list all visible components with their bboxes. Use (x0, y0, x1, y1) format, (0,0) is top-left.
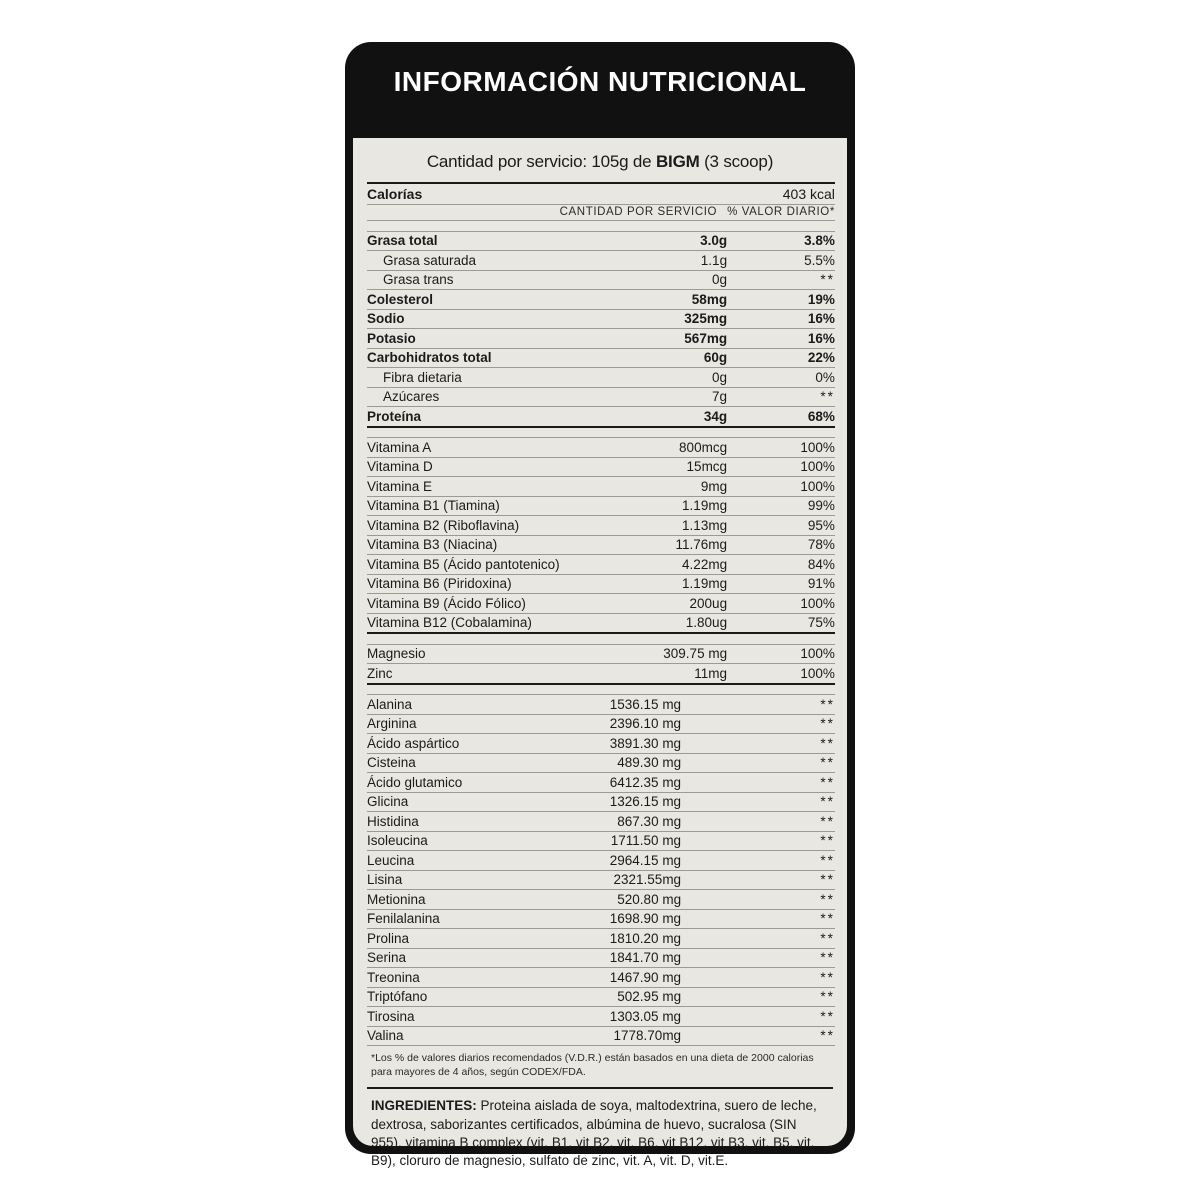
table-row (367, 231, 835, 251)
table-row (367, 695, 835, 715)
table-row (367, 574, 835, 594)
nutrient-amount: 0g (560, 270, 727, 290)
nutrient-dv: 100% (727, 457, 835, 477)
nutrient-amount: 1.80ug (560, 613, 727, 633)
table-row (367, 594, 835, 614)
nutrient-amount: 1536.15 mg (560, 695, 727, 715)
nutrient-name: Triptófano (367, 987, 560, 1007)
nutrient-amount: 489.30 mg (560, 753, 727, 773)
nutrient-dv: 100% (727, 477, 835, 497)
column-headers-row (367, 204, 835, 221)
nutrient-dv: 100% (727, 644, 835, 664)
nutrient-amount: 6412.35 mg (560, 773, 727, 793)
nutrient-amount: 58mg (560, 290, 727, 310)
nutrient-name: Lisina (367, 870, 560, 890)
table-row (367, 792, 835, 812)
nutrient-amount: 2964.15 mg (560, 851, 727, 871)
nutrient-dv: ** (727, 987, 835, 1007)
table-row (367, 812, 835, 832)
ingredients-text: Proteina aislada de soya, maltodextrina, suero de leche, dextrosa, saborizantes certificados, albúmina de huevo, sucralosa (SIN 955), vitamina B complex (vit. B1, vit B2, vit. B6, vit B12, vit B3, vit. B5, vit. B9), cloruro de magnesio, sulfato de zinc, vit. A, vit. D, vit.E. (371, 1098, 817, 1168)
nutrient-amount: 1303.05 mg (560, 1007, 727, 1027)
nutrient-name: Vitamina B9 (Ácido Fólico) (367, 594, 560, 614)
table-row (367, 438, 835, 458)
nutrient-amount: 2396.10 mg (560, 714, 727, 734)
nutrient-dv: 16% (727, 309, 835, 329)
nutrient-name: Leucina (367, 851, 560, 871)
nutrition-label-card (345, 42, 855, 1168)
nutrient-name: Metionina (367, 890, 560, 910)
table-row (367, 387, 835, 407)
nutrient-name: Ácido aspártico (367, 734, 560, 754)
table-row (367, 535, 835, 555)
nutrient-name: Cisteina (367, 753, 560, 773)
nutrient-name: Serina (367, 948, 560, 968)
nutrient-name: Fibra dietaria (367, 368, 560, 388)
nutrient-amount: 1778.70mg (560, 1026, 727, 1046)
table-row (367, 496, 835, 516)
nutrient-dv: 99% (727, 496, 835, 516)
nutrient-dv: 91% (727, 574, 835, 594)
spacer-row (367, 684, 835, 695)
nutrient-name: Vitamina B3 (Niacina) (367, 535, 560, 555)
nutrient-amount: 1841.70 mg (560, 948, 727, 968)
table-row (367, 329, 835, 349)
nutrient-dv: 100% (727, 438, 835, 458)
table-row (367, 477, 835, 497)
nutrient-dv: ** (727, 909, 835, 929)
nutrient-dv: ** (727, 948, 835, 968)
header-blank (367, 204, 560, 221)
nutrient-dv: ** (727, 1026, 835, 1046)
nutrient-dv: ** (727, 870, 835, 890)
nutrient-amount: 800mcg (560, 438, 727, 458)
table-row (367, 555, 835, 575)
serving-suffix: (3 scoop) (699, 152, 774, 171)
nutrient-dv: ** (727, 695, 835, 715)
nutrient-name: Histidina (367, 812, 560, 832)
nutrient-dv: 3.8% (727, 231, 835, 251)
nutrient-name: Carbohidratos total (367, 348, 560, 368)
table-row (367, 309, 835, 329)
nutrient-dv: 0% (727, 368, 835, 388)
table-row (367, 831, 835, 851)
calories-label: Calorías (367, 183, 560, 204)
nutrient-amount: 1.19mg (560, 574, 727, 594)
nutrient-amount: 0g (560, 368, 727, 388)
nutrient-name: Treonina (367, 968, 560, 988)
nutrient-amount: 502.95 mg (560, 987, 727, 1007)
nutrient-amount: 1467.90 mg (560, 968, 727, 988)
nutrient-name: Vitamina B2 (Riboflavina) (367, 516, 560, 536)
table-row (367, 251, 835, 271)
serving-brand: BIGM (655, 152, 700, 171)
nutrient-name: Ácido glutamico (367, 773, 560, 793)
nutrient-amount: 1711.50 mg (560, 831, 727, 851)
serving-size-line (367, 138, 833, 182)
table-row (367, 348, 835, 368)
table-row (367, 851, 835, 871)
table-row (367, 753, 835, 773)
nutrient-dv: 78% (727, 535, 835, 555)
calories-spacer (560, 183, 727, 204)
table-row (367, 516, 835, 536)
nutrient-amount: 11.76mg (560, 535, 727, 555)
table-row (367, 890, 835, 910)
table-row (367, 1026, 835, 1046)
nutrient-amount: 4.22mg (560, 555, 727, 575)
nutrient-dv: 95% (727, 516, 835, 536)
nutrient-dv: 22% (727, 348, 835, 368)
header-daily-value: % VALOR DIARIO* (727, 204, 835, 221)
nutrient-amount: 309.75 mg (560, 644, 727, 664)
nutrient-dv: 5.5% (727, 251, 835, 271)
table-row (367, 968, 835, 988)
nutrient-name: Isoleucina (367, 831, 560, 851)
nutrient-dv: 84% (727, 555, 835, 575)
nutrient-amount: 15mcg (560, 457, 727, 477)
nutrition-table-body (367, 183, 835, 1046)
nutrient-amount: 200ug (560, 594, 727, 614)
nutrient-dv: 100% (727, 594, 835, 614)
nutrition-table (367, 182, 835, 1046)
nutrient-name: Grasa total (367, 231, 560, 251)
nutrient-name: Vitamina A (367, 438, 560, 458)
table-row (367, 270, 835, 290)
nutrient-name: Magnesio (367, 644, 560, 664)
nutrient-name: Zinc (367, 664, 560, 684)
nutrient-name: Vitamina B1 (Tiamina) (367, 496, 560, 516)
nutrient-dv: ** (727, 773, 835, 793)
nutrient-name: Vitamina D (367, 457, 560, 477)
table-row (367, 1007, 835, 1027)
nutrient-name: Azúcares (367, 387, 560, 407)
nutrient-dv: 16% (727, 329, 835, 349)
nutrient-amount: 1.1g (560, 251, 727, 271)
calories-row (367, 183, 835, 204)
table-row (367, 368, 835, 388)
ingredients-section (367, 1089, 833, 1176)
nutrient-amount: 60g (560, 348, 727, 368)
nutrient-dv: ** (727, 968, 835, 988)
nutrient-amount: 1.19mg (560, 496, 727, 516)
nutrient-amount: 1326.15 mg (560, 792, 727, 812)
table-row (367, 613, 835, 633)
table-row (367, 457, 835, 477)
nutrient-dv: ** (727, 714, 835, 734)
nutrient-amount: 2321.55mg (560, 870, 727, 890)
nutrient-amount: 9mg (560, 477, 727, 497)
nutrient-amount: 11mg (560, 664, 727, 684)
nutrient-dv: ** (727, 831, 835, 851)
nutrient-name: Potasio (367, 329, 560, 349)
nutrient-amount: 325mg (560, 309, 727, 329)
nutrient-dv: 75% (727, 613, 835, 633)
nutrient-amount: 520.80 mg (560, 890, 727, 910)
nutrient-amount: 34g (560, 407, 727, 427)
nutrient-name: Grasa saturada (367, 251, 560, 271)
nutrient-name: Prolina (367, 929, 560, 949)
serving-prefix: Cantidad por servicio: 105g de (426, 152, 656, 171)
table-row (367, 948, 835, 968)
nutrient-name: Glicina (367, 792, 560, 812)
nutrient-dv: ** (727, 734, 835, 754)
nutrient-dv: ** (727, 1007, 835, 1027)
table-row (367, 714, 835, 734)
nutrient-name: Colesterol (367, 290, 560, 310)
calories-value: 403 kcal (727, 183, 835, 204)
nutrient-dv: 100% (727, 664, 835, 684)
daily-value-footnote: *Los % de valores diarios recomendados (V.D.R.) están basados en una dieta de 2000 calorias para mayores de 4 años, según CODEX/FDA. (367, 1046, 833, 1089)
nutrient-dv: 68% (727, 407, 835, 427)
spacer-row (367, 427, 835, 438)
table-row (367, 987, 835, 1007)
nutrient-amount: 7g (560, 387, 727, 407)
nutrient-name: Vitamina B12 (Cobalamina) (367, 613, 560, 633)
nutrient-amount: 3891.30 mg (560, 734, 727, 754)
nutrient-amount: 3.0g (560, 231, 727, 251)
nutrient-name: Valina (367, 1026, 560, 1046)
table-row (367, 644, 835, 664)
table-row (367, 734, 835, 754)
spacer-row (367, 221, 835, 232)
table-row (367, 773, 835, 793)
table-row (367, 290, 835, 310)
nutrient-dv: ** (727, 387, 835, 407)
nutrient-dv: 19% (727, 290, 835, 310)
ingredients-label: INGREDIENTES: (371, 1098, 477, 1114)
nutrient-dv: ** (727, 812, 835, 832)
page-title: INFORMACIÓN NUTRICIONAL (393, 66, 807, 97)
nutrient-name: Grasa trans (367, 270, 560, 290)
header-amount: CANTIDAD POR SERVICIO (560, 204, 727, 221)
nutrient-name: Tirosina (367, 1007, 560, 1027)
nutrient-name: Vitamina B6 (Piridoxina) (367, 574, 560, 594)
nutrient-amount: 567mg (560, 329, 727, 349)
nutrient-dv: ** (727, 929, 835, 949)
nutrient-name: Proteína (367, 407, 560, 427)
label-body (353, 138, 847, 1168)
nutrient-dv: ** (727, 753, 835, 773)
nutrient-amount: 1.13mg (560, 516, 727, 536)
nutrient-amount: 1810.20 mg (560, 929, 727, 949)
nutrient-dv: ** (727, 851, 835, 871)
nutrient-name: Vitamina B5 (Ácido pantotenico) (367, 555, 560, 575)
table-row (367, 909, 835, 929)
table-row (367, 870, 835, 890)
nutrient-name: Alanina (367, 695, 560, 715)
nutrient-name: Sodio (367, 309, 560, 329)
nutrient-dv: ** (727, 270, 835, 290)
spacer-row (367, 633, 835, 644)
table-row (367, 407, 835, 427)
nutrient-dv: ** (727, 890, 835, 910)
nutrient-dv: ** (727, 792, 835, 812)
nutrient-amount: 867.30 mg (560, 812, 727, 832)
nutrient-amount: 1698.90 mg (560, 909, 727, 929)
nutrient-name: Fenilalanina (367, 909, 560, 929)
nutrient-name: Vitamina E (367, 477, 560, 497)
table-row (367, 929, 835, 949)
nutrient-name: Arginina (367, 714, 560, 734)
table-row (367, 664, 835, 684)
